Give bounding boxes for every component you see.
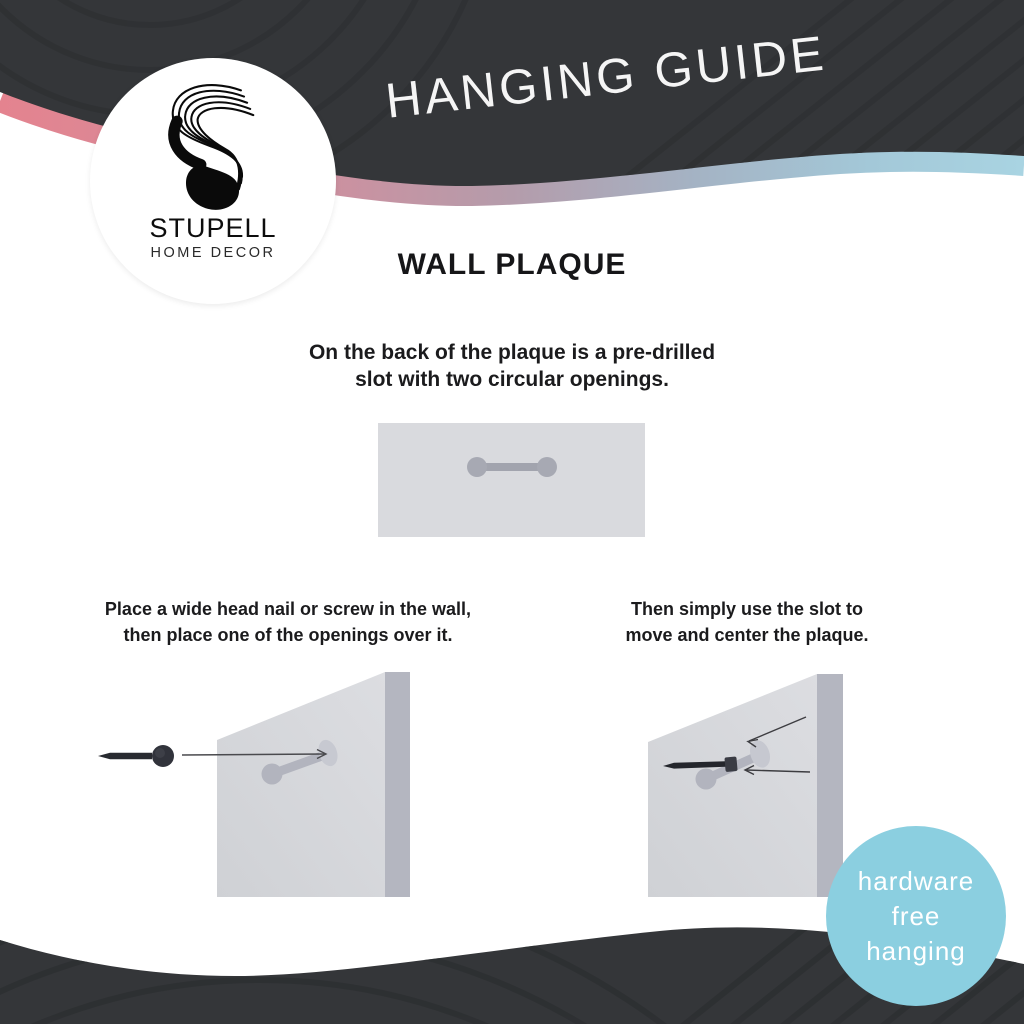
- plaque-side: [385, 672, 410, 897]
- keyhole-slot-diagram: [370, 415, 660, 550]
- step-right-line-1: Then simply use the slot to: [630, 599, 864, 619]
- intro-text: [212, 339, 812, 393]
- product-subtitle: WALL PLAQUE: [397, 248, 627, 281]
- step-left-line-2: then place one of the openings over it.: [123, 625, 453, 645]
- step-left-line-1: Place a wide head nail or screw in the wall,: [104, 599, 472, 619]
- page-title: HANGING GUIDE: [383, 26, 830, 129]
- brand-name: STUPELL: [149, 213, 277, 243]
- step-right-text: [537, 596, 957, 648]
- brand-tagline: HOME DECOR: [150, 245, 276, 261]
- plaque-back-panel: [378, 423, 645, 537]
- step-left-text: [78, 596, 498, 648]
- plaque-side: [817, 674, 843, 897]
- stupell-s-swirl-icon: [152, 78, 268, 212]
- hardware-free-badge: [826, 826, 1006, 1006]
- plaque-front: [217, 672, 385, 897]
- intro-line-1: On the back of the plaque is a pre-drilled: [308, 341, 716, 364]
- intro-line-2: slot with two circular openings.: [355, 368, 669, 391]
- badge-line-2: free: [891, 900, 941, 931]
- nail-icon: [98, 745, 174, 767]
- step-right-line-2: move and center the plaque.: [625, 625, 869, 645]
- plaque-front: [648, 674, 817, 897]
- left-step-illustration: [85, 660, 425, 910]
- badge-line-1: hardware: [857, 865, 975, 896]
- badge-line-3: hanging: [866, 935, 966, 966]
